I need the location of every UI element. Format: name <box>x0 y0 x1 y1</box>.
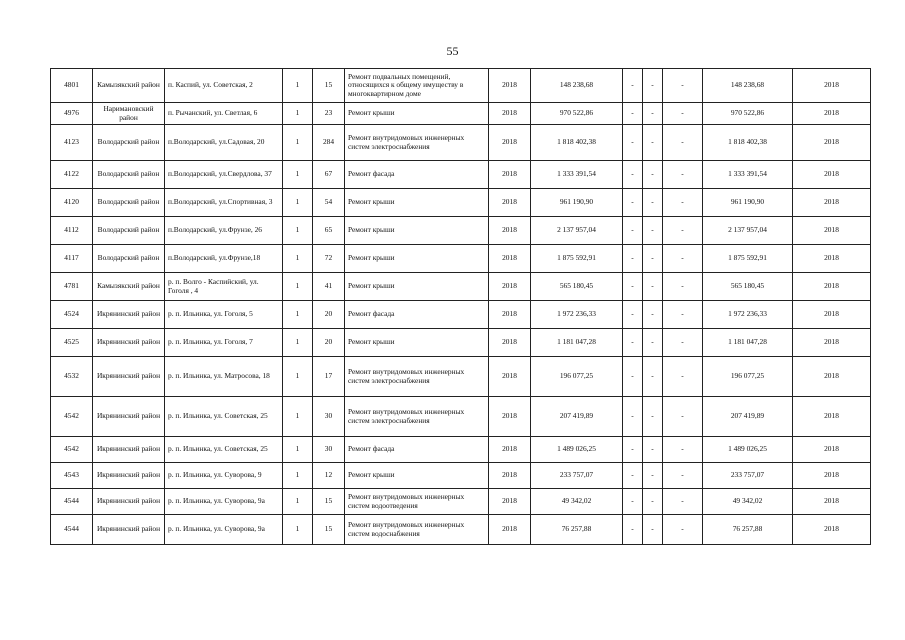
cell-work-type: Ремонт крыши <box>345 189 489 217</box>
cell-dash-1: - <box>623 437 643 463</box>
cell-work-type: Ремонт внутридомовых инженерных систем водоотведения <box>345 489 489 515</box>
cell-dash-3: - <box>663 489 703 515</box>
cell-dash-1: - <box>623 301 643 329</box>
cell-address: р. п. Ильинка, ул. Гоголя, 5 <box>165 301 283 329</box>
cell-total: 961 190,90 <box>703 189 793 217</box>
table-row <box>51 217 871 245</box>
cell-count: 1 <box>283 245 313 273</box>
cell-year-end: 2018 <box>793 329 871 357</box>
cell-year-end: 2018 <box>793 489 871 515</box>
cell-count: 1 <box>283 273 313 301</box>
cell-amount: 233 757,07 <box>531 463 623 489</box>
cell-amount: 1 333 391,54 <box>531 161 623 189</box>
cell-dash-1: - <box>623 489 643 515</box>
cell-count: 1 <box>283 161 313 189</box>
cell-district: Камызякский район <box>93 273 165 301</box>
cell-object-code: 4117 <box>51 245 93 273</box>
cell-year-end: 2018 <box>793 245 871 273</box>
cell-number: 41 <box>313 273 345 301</box>
cell-address: р. п. Ильинка, ул. Советская, 25 <box>165 437 283 463</box>
cell-amount: 565 180,45 <box>531 273 623 301</box>
cell-total: 1 333 391,54 <box>703 161 793 189</box>
cell-address: р. п. Ильинка, ул. Гоголя, 7 <box>165 329 283 357</box>
cell-dash-3: - <box>663 301 703 329</box>
cell-number: 67 <box>313 161 345 189</box>
cell-district: Камызякский район <box>93 69 165 103</box>
cell-district: Икрянинский район <box>93 357 165 397</box>
cell-amount: 1 972 236,33 <box>531 301 623 329</box>
cell-dash-1: - <box>623 273 643 301</box>
cell-dash-3: - <box>663 437 703 463</box>
cell-district: Володарский район <box>93 125 165 161</box>
cell-total: 1 489 026,25 <box>703 437 793 463</box>
cell-number: 17 <box>313 357 345 397</box>
cell-dash-1: - <box>623 69 643 103</box>
cell-dash-2: - <box>643 245 663 273</box>
cell-dash-1: - <box>623 217 643 245</box>
cell-count: 1 <box>283 357 313 397</box>
cell-year-end: 2018 <box>793 397 871 437</box>
cell-dash-3: - <box>663 161 703 189</box>
cell-total: 196 077,25 <box>703 357 793 397</box>
cell-amount: 49 342,02 <box>531 489 623 515</box>
cell-year-end: 2018 <box>793 357 871 397</box>
cell-year-end: 2018 <box>793 273 871 301</box>
cell-count: 1 <box>283 125 313 161</box>
cell-dash-2: - <box>643 125 663 161</box>
cell-dash-3: - <box>663 69 703 103</box>
cell-object-code: 4544 <box>51 515 93 545</box>
cell-year: 2018 <box>489 489 531 515</box>
cell-dash-2: - <box>643 437 663 463</box>
cell-dash-3: - <box>663 515 703 545</box>
cell-year: 2018 <box>489 125 531 161</box>
cell-dash-2: - <box>643 397 663 437</box>
cell-count: 1 <box>283 463 313 489</box>
cell-dash-3: - <box>663 463 703 489</box>
cell-object-code: 4532 <box>51 357 93 397</box>
cell-dash-2: - <box>643 357 663 397</box>
cell-dash-2: - <box>643 515 663 545</box>
cell-work-type: Ремонт внутридомовых инженерных систем водоснабжения <box>345 515 489 545</box>
cell-year: 2018 <box>489 301 531 329</box>
cell-amount: 76 257,88 <box>531 515 623 545</box>
table-row <box>51 515 871 545</box>
cell-count: 1 <box>283 103 313 125</box>
cell-address: п.Володарский, ул.Фрунзе, 26 <box>165 217 283 245</box>
cell-district: Икрянинский район <box>93 489 165 515</box>
cell-dash-1: - <box>623 463 643 489</box>
table-row <box>51 437 871 463</box>
cell-dash-1: - <box>623 397 643 437</box>
cell-total: 1 875 592,91 <box>703 245 793 273</box>
cell-amount: 1 489 026,25 <box>531 437 623 463</box>
table-row <box>51 161 871 189</box>
cell-dash-3: - <box>663 245 703 273</box>
table-row <box>51 357 871 397</box>
table-row <box>51 273 871 301</box>
cell-total: 1 972 236,33 <box>703 301 793 329</box>
cell-total: 565 180,45 <box>703 273 793 301</box>
cell-year-end: 2018 <box>793 301 871 329</box>
cell-address: р. п. Ильинка, ул. Суворова, 9а <box>165 489 283 515</box>
cell-total: 1 818 402,38 <box>703 125 793 161</box>
table-row <box>51 489 871 515</box>
cell-work-type: Ремонт крыши <box>345 103 489 125</box>
cell-work-type: Ремонт крыши <box>345 463 489 489</box>
cell-dash-2: - <box>643 329 663 357</box>
cell-amount: 961 190,90 <box>531 189 623 217</box>
cell-dash-1: - <box>623 329 643 357</box>
cell-district: Икрянинский район <box>93 301 165 329</box>
cell-total: 970 522,86 <box>703 103 793 125</box>
cell-work-type: Ремонт фасада <box>345 161 489 189</box>
cell-dash-2: - <box>643 217 663 245</box>
cell-total: 207 419,89 <box>703 397 793 437</box>
cell-total: 1 181 047,28 <box>703 329 793 357</box>
cell-year-end: 2018 <box>793 69 871 103</box>
cell-object-code: 4122 <box>51 161 93 189</box>
cell-work-type: Ремонт крыши <box>345 329 489 357</box>
cell-dash-2: - <box>643 103 663 125</box>
cell-address: р. п. Волго - Каспийский, ул. Гоголя , 4 <box>165 273 283 301</box>
cell-address: п.Володарский, ул.Спортивная, 3 <box>165 189 283 217</box>
cell-address: р. п. Ильинка, ул. Суворова, 9а <box>165 515 283 545</box>
cell-object-code: 4542 <box>51 437 93 463</box>
cell-year: 2018 <box>489 161 531 189</box>
table-row <box>51 463 871 489</box>
cell-district: Володарский район <box>93 161 165 189</box>
cell-work-type: Ремонт фасада <box>345 301 489 329</box>
cell-work-type: Ремонт фасада <box>345 437 489 463</box>
cell-number: 54 <box>313 189 345 217</box>
cell-year: 2018 <box>489 217 531 245</box>
cell-dash-2: - <box>643 189 663 217</box>
table-body <box>51 69 871 545</box>
cell-dash-2: - <box>643 273 663 301</box>
cell-year: 2018 <box>489 189 531 217</box>
cell-dash-3: - <box>663 189 703 217</box>
repair-registry-table <box>50 68 871 545</box>
page-number: 55 <box>446 44 459 58</box>
cell-work-type: Ремонт подвальных помещений, относящихся к общему имуществу в многоквартирном доме <box>345 69 489 103</box>
cell-total: 148 238,68 <box>703 69 793 103</box>
cell-district: Икрянинский район <box>93 515 165 545</box>
cell-dash-1: - <box>623 125 643 161</box>
cell-address: п.Володарский, ул.Фрунзе,18 <box>165 245 283 273</box>
cell-count: 1 <box>283 189 313 217</box>
cell-work-type: Ремонт крыши <box>345 217 489 245</box>
cell-object-code: 4123 <box>51 125 93 161</box>
cell-year-end: 2018 <box>793 217 871 245</box>
cell-number: 65 <box>313 217 345 245</box>
cell-district: Икрянинский район <box>93 329 165 357</box>
cell-address: р. п. Ильинка, ул. Суворова, 9 <box>165 463 283 489</box>
cell-number: 23 <box>313 103 345 125</box>
cell-amount: 196 077,25 <box>531 357 623 397</box>
cell-object-code: 4781 <box>51 273 93 301</box>
cell-amount: 2 137 957,04 <box>531 217 623 245</box>
cell-object-code: 4524 <box>51 301 93 329</box>
table-row <box>51 189 871 217</box>
cell-work-type: Ремонт крыши <box>345 273 489 301</box>
cell-dash-1: - <box>623 515 643 545</box>
cell-dash-2: - <box>643 489 663 515</box>
cell-year: 2018 <box>489 397 531 437</box>
cell-year: 2018 <box>489 437 531 463</box>
cell-number: 20 <box>313 301 345 329</box>
cell-district: Володарский район <box>93 217 165 245</box>
cell-object-code: 4525 <box>51 329 93 357</box>
cell-dash-1: - <box>623 161 643 189</box>
cell-year: 2018 <box>489 515 531 545</box>
cell-count: 1 <box>283 437 313 463</box>
cell-object-code: 4976 <box>51 103 93 125</box>
cell-dash-1: - <box>623 189 643 217</box>
cell-district: Икрянинский район <box>93 463 165 489</box>
cell-count: 1 <box>283 69 313 103</box>
cell-dash-3: - <box>663 125 703 161</box>
cell-dash-1: - <box>623 103 643 125</box>
cell-year: 2018 <box>489 273 531 301</box>
cell-district: Икрянинский район <box>93 397 165 437</box>
cell-count: 1 <box>283 489 313 515</box>
cell-year-end: 2018 <box>793 437 871 463</box>
cell-object-code: 4544 <box>51 489 93 515</box>
cell-work-type: Ремонт внутридомовых инженерных систем электроснабжения <box>345 125 489 161</box>
cell-count: 1 <box>283 397 313 437</box>
cell-dash-2: - <box>643 69 663 103</box>
cell-dash-3: - <box>663 397 703 437</box>
cell-amount: 1 875 592,91 <box>531 245 623 273</box>
cell-year: 2018 <box>489 463 531 489</box>
cell-district: Володарский район <box>93 245 165 273</box>
cell-dash-3: - <box>663 357 703 397</box>
cell-dash-2: - <box>643 301 663 329</box>
cell-total: 76 257,88 <box>703 515 793 545</box>
cell-amount: 1 818 402,38 <box>531 125 623 161</box>
cell-count: 1 <box>283 329 313 357</box>
table-row <box>51 329 871 357</box>
cell-year: 2018 <box>489 329 531 357</box>
cell-dash-2: - <box>643 161 663 189</box>
cell-year: 2018 <box>489 103 531 125</box>
cell-number: 20 <box>313 329 345 357</box>
cell-number: 15 <box>313 515 345 545</box>
cell-object-code: 4112 <box>51 217 93 245</box>
cell-address: п. Рычанский, ул. Светлая, 6 <box>165 103 283 125</box>
cell-work-type: Ремонт внутридомовых инженерных систем электроснабжения <box>345 397 489 437</box>
cell-object-code: 4542 <box>51 397 93 437</box>
cell-year-end: 2018 <box>793 463 871 489</box>
cell-count: 1 <box>283 301 313 329</box>
cell-number: 15 <box>313 489 345 515</box>
cell-dash-3: - <box>663 217 703 245</box>
cell-amount: 1 181 047,28 <box>531 329 623 357</box>
table-row <box>51 69 871 103</box>
cell-year: 2018 <box>489 69 531 103</box>
table-row <box>51 125 871 161</box>
cell-object-code: 4543 <box>51 463 93 489</box>
cell-dash-1: - <box>623 357 643 397</box>
table-row <box>51 245 871 273</box>
cell-year-end: 2018 <box>793 515 871 545</box>
cell-address: р. п. Ильинка, ул. Советская, 25 <box>165 397 283 437</box>
cell-number: 72 <box>313 245 345 273</box>
cell-number: 30 <box>313 437 345 463</box>
cell-address: п.Володарский, ул.Свердлова, 37 <box>165 161 283 189</box>
cell-district: Володарский район <box>93 189 165 217</box>
cell-district: Икрянинский район <box>93 437 165 463</box>
cell-address: р. п. Ильинка, ул. Матросова, 18 <box>165 357 283 397</box>
table-row <box>51 397 871 437</box>
cell-number: 284 <box>313 125 345 161</box>
table-row <box>51 103 871 125</box>
cell-total: 49 342,02 <box>703 489 793 515</box>
cell-district: Наримановский район <box>93 103 165 125</box>
cell-year: 2018 <box>489 357 531 397</box>
cell-address: п.Володарский, ул.Садовая, 20 <box>165 125 283 161</box>
cell-year: 2018 <box>489 245 531 273</box>
cell-year-end: 2018 <box>793 189 871 217</box>
cell-address: п. Каспий, ул. Советская, 2 <box>165 69 283 103</box>
cell-number: 12 <box>313 463 345 489</box>
cell-dash-2: - <box>643 463 663 489</box>
cell-amount: 970 522,86 <box>531 103 623 125</box>
cell-dash-3: - <box>663 273 703 301</box>
cell-number: 30 <box>313 397 345 437</box>
cell-work-type: Ремонт крыши <box>345 245 489 273</box>
cell-object-code: 4801 <box>51 69 93 103</box>
cell-year-end: 2018 <box>793 103 871 125</box>
cell-dash-3: - <box>663 103 703 125</box>
cell-object-code: 4120 <box>51 189 93 217</box>
cell-year-end: 2018 <box>793 125 871 161</box>
cell-amount: 148 238,68 <box>531 69 623 103</box>
cell-number: 15 <box>313 69 345 103</box>
cell-total: 2 137 957,04 <box>703 217 793 245</box>
cell-total: 233 757,07 <box>703 463 793 489</box>
cell-dash-3: - <box>663 329 703 357</box>
cell-work-type: Ремонт внутридомовых инженерных систем электроснабжения <box>345 357 489 397</box>
cell-amount: 207 419,89 <box>531 397 623 437</box>
table-row <box>51 301 871 329</box>
cell-count: 1 <box>283 515 313 545</box>
cell-year-end: 2018 <box>793 161 871 189</box>
cell-count: 1 <box>283 217 313 245</box>
cell-dash-1: - <box>623 245 643 273</box>
